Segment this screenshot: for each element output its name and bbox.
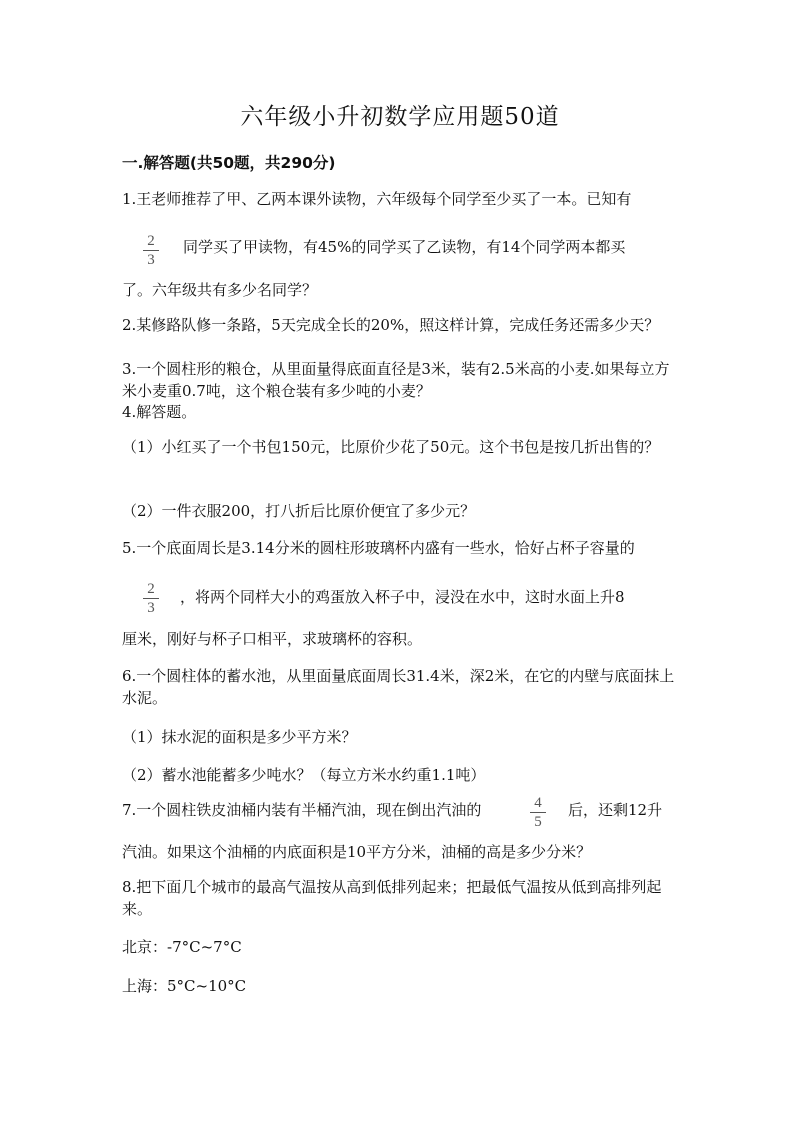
fraction-denominator: 3 [147, 252, 155, 268]
fraction-bar [143, 250, 159, 251]
question-4: 4.解答题。 [122, 403, 197, 421]
question-7-fraction [530, 795, 546, 830]
fraction-numerator: 2 [147, 581, 155, 597]
fraction-denominator: 3 [147, 600, 155, 616]
question-7-line-2: 汽油。如果这个油桶的内底面积是10平方分米，油桶的高是多少分米？ [122, 843, 592, 861]
question-1-line-2: 同学买了甲读物，有45%的同学买了乙读物，有14个同学两本都买 [183, 238, 626, 256]
question-1-fraction [143, 233, 159, 268]
question-6-part-2: （2）蓄水池能蓄多少吨水？（每立方米水约重1.1吨） [122, 766, 486, 784]
question-1-line-1: 1.王老师推荐了甲、乙两本课外读物，六年级每个同学至少买了一本。已知有 [122, 190, 632, 208]
question-4-part-2: （2）一件衣服200，打八折后比原价便宜了多少元？ [122, 502, 476, 520]
question-8-city-beijing: 北京：-7°C~7°C [122, 938, 242, 956]
question-2: 2.某修路队修一条路，5天完成全长的20%，照这样计算，完成任务还需多少天？ [122, 316, 660, 334]
question-7-line-1a: 7.一个圆柱铁皮油桶内装有半桶汽油，现在倒出汽油的 [122, 801, 482, 819]
question-4-part-1: （1）小红买了一个书包150元，比原价少花了50元。这个书包是按几折出售的？ [122, 438, 660, 456]
fraction-numerator: 4 [534, 795, 542, 811]
question-8: 8.把下面几个城市的最高气温按从高到低排列起来；把最低气温按从低到高排列起来。 [122, 878, 662, 918]
question-7-line-1b: 后，还剩12升 [568, 801, 663, 819]
fraction-numerator: 2 [147, 233, 155, 249]
fraction-bar [143, 598, 159, 599]
fraction-bar [530, 812, 546, 813]
question-1-line-3: 了。六年级共有多少名同学？ [122, 281, 318, 299]
fraction-denominator: 5 [534, 814, 542, 830]
question-8-city-shanghai: 上海：5°C~10°C [122, 977, 247, 995]
question-5-line-1: 5.一个底面周长是3.14分米的圆柱形玻璃杯内盛有一些水，恰好占杯子容量的 [122, 539, 635, 557]
question-5-line-3: 厘米，刚好与杯子口相平，求玻璃杯的容积。 [122, 630, 423, 648]
section-heading: 一.解答题(共50题，共290分) [122, 154, 336, 172]
question-5-fraction [143, 581, 159, 616]
question-3: 3.一个圆柱形的粮仓，从里面量得底面直径是3米，装有2.5米高的小麦.如果每立方米小麦重0.7吨，这个粮仓装有多少吨的小麦？ [122, 360, 670, 400]
question-6-part-1: （1）抹水泥的面积是多少平方米？ [122, 728, 357, 746]
question-6: 6.一个圆柱体的蓄水池，从里面量底面周长31.4米，深2米，在它的内壁与底面抹上水泥。 [122, 667, 675, 707]
page-title: 六年级小升初数学应用题50道 [240, 104, 560, 130]
question-5-line-2: ，将两个同样大小的鸡蛋放入杯子中，浸没在水中，这时水面上升8 [180, 588, 625, 606]
